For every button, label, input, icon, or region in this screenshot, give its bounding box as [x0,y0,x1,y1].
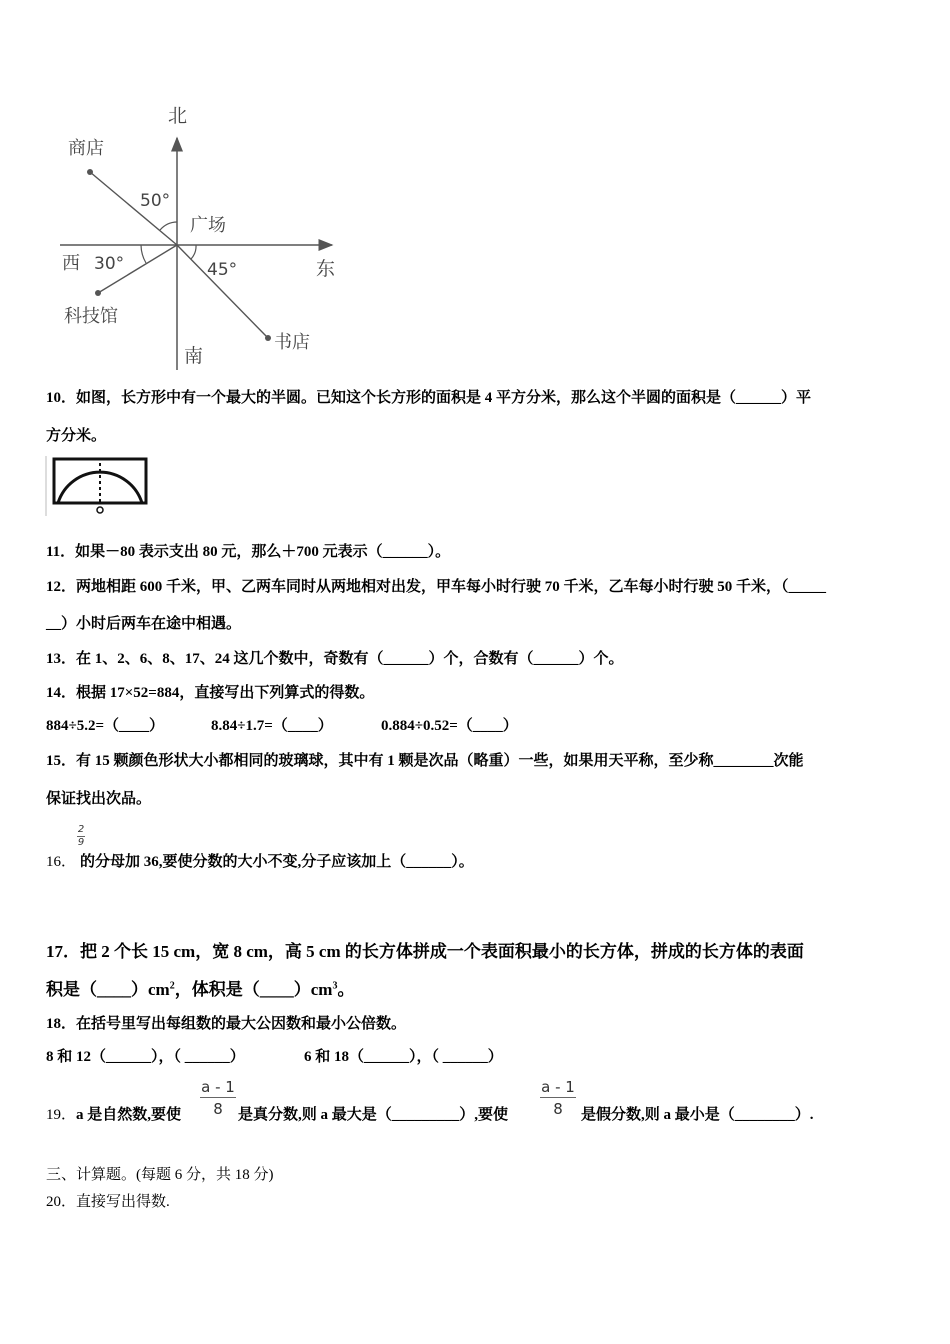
q19-fraction-1: a - 1 8 [201,1078,235,1118]
label-shop: 商店 [68,138,104,159]
q14-item: 884÷5.2=（____） [46,718,165,734]
label-square: 广场 [190,215,226,236]
question-14-items [46,714,518,735]
bookstore-point [265,335,271,341]
q16-fraction: 2 9 [77,824,85,848]
question-17: 17．把 2 个长 15 cm，宽 8 cm，高 5 cm 的长方体拼成一个表面积最小的长方体，拼成的长方体的表面 [46,942,804,961]
label-angle-north: 50° [140,191,171,211]
shop-point [87,169,93,175]
question-11: 11．如果－80 表示支出 80 元，那么＋700 元表示（______）。 [46,544,451,560]
label-bookstore: 书店 [274,332,310,353]
question-10-text: 10．如图，长方形中有一个最大的半圆。已知这个长方形的面积是 4 平方分米，那么这个半圆的面积是（______）平 [46,390,812,406]
q14-item: 8.84÷1.7=（____） [211,718,333,734]
question-19: 19．a 是自然数,要使 是真分数,则 a 最大是（_________）,要使 是假分数,则 a 最小是（________）. [46,1107,814,1123]
q18-item: 6 和 18（______），（ ______） [304,1049,503,1065]
label-south: 南 [184,345,204,367]
question-18: 18．在括号里写出每组数的最大公因数和最小公倍数。 [46,1016,407,1032]
museum-point [95,290,101,296]
question-16: 16． 的分母加 36,要使分数的大小不变,分子应该加上（______）。 [46,854,474,870]
q18-item: 8 和 12（______），（ ______） [46,1049,245,1065]
section-3-title: 三、计算题。(每题 6 分，共 18 分) [46,1167,274,1183]
question-10 [46,386,811,407]
angle-arc-west [141,245,146,263]
compass-diagram [50,98,350,370]
label-angle-west: 30° [94,254,125,274]
question-14: 14．根据 17×52=884，直接写出下列算式的得数。 [46,685,375,701]
label-east: 东 [316,258,336,280]
question-12-cont: __）小时后两车在途中相遇。 [46,616,242,632]
question-15: 15．有 15 颗颜色形状大小都相同的玻璃球，其中有 1 颗是次品（略重）一些，如果用天平称，至少称________次能 [46,753,804,769]
q19-fraction-2: a - 1 8 [541,1078,575,1118]
question-18-items [46,1045,503,1066]
question-12: 12．两地相距 600 千米，甲、乙两车同时从两地相对出发，甲车每小时行驶 70 千米，乙车每小时行驶 50 千米，（_____ [46,579,827,595]
label-north: 北 [168,105,188,127]
rectangle-semicircle-figure [44,454,150,518]
q14-item: 0.884÷0.52=（____） [381,718,518,734]
question-10-cont: 方分米。 [46,428,107,444]
question-20: 20．直接写出得数. [46,1194,170,1210]
question-13: 13．在 1、2、6、8、17、24 这几个数中，奇数有（______）个，合数有（______）个。 [46,651,624,667]
angle-arc-east [191,245,196,259]
label-museum: 科技馆 [64,306,118,327]
question-17-cont: 积是$(\_\_\_\_)cm^2$，体积是$(\_\_\_\_)cm^3$。 [46,980,355,999]
question-15-cont: 保证找出次品。 [46,791,152,807]
angle-arc-north [160,222,177,230]
label-angle-east: 45° [207,260,238,280]
label-west: 西 [62,253,80,274]
bookstore-ray [177,245,268,338]
